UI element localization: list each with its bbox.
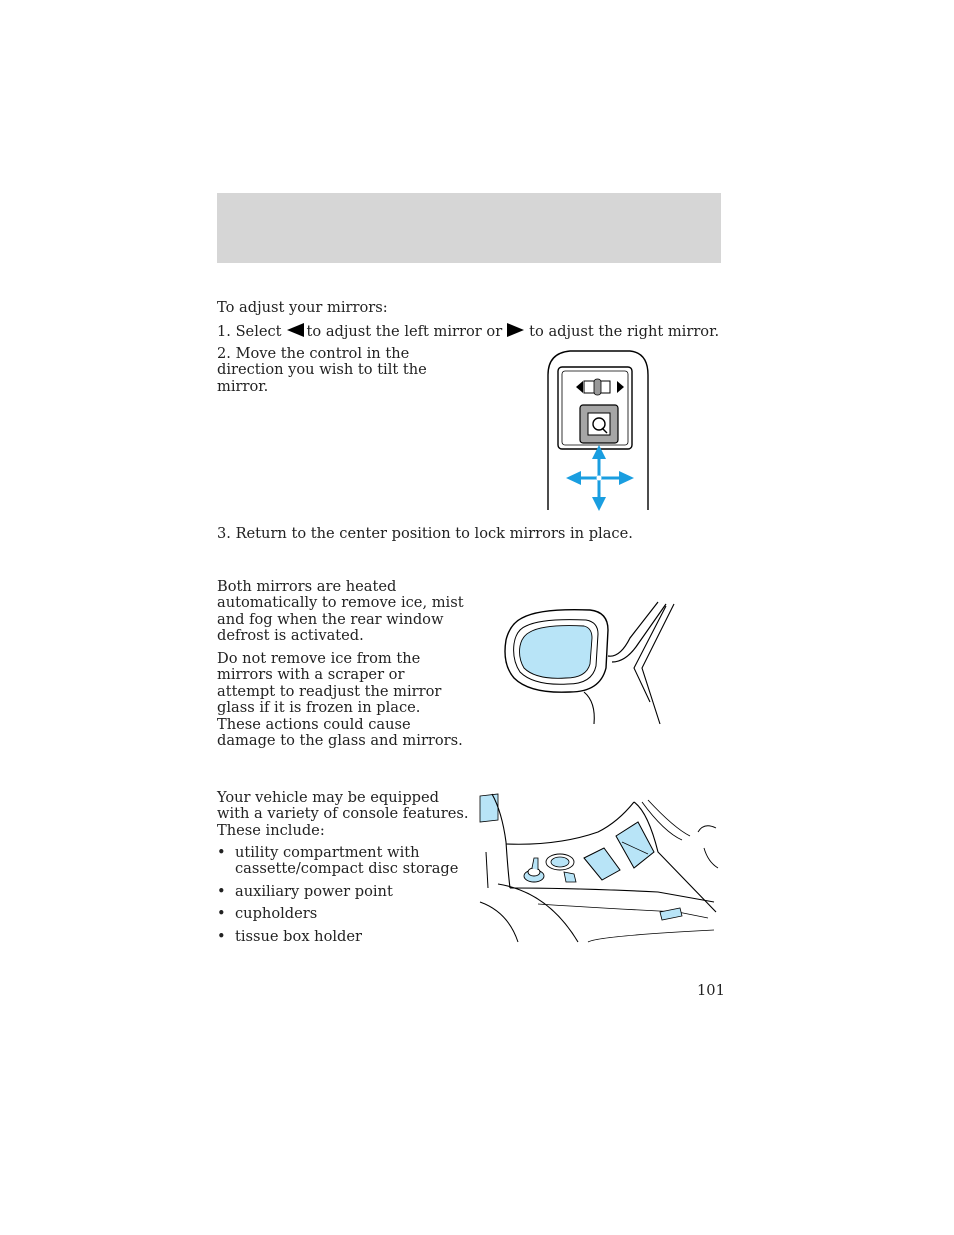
page-number: 101 xyxy=(697,982,725,999)
left-triangle-icon xyxy=(287,323,304,337)
step1-middle: to adjust the left mirror or xyxy=(306,323,503,340)
mirror-control-illustration xyxy=(540,345,655,515)
list-item: • tissue box holder xyxy=(217,927,362,945)
mirror-step-2: 2. Move the control in the direction you wish to tilt the mirror. xyxy=(217,345,427,395)
bullet: • xyxy=(217,882,226,900)
mirror-step-1 xyxy=(217,323,719,340)
side-mirror-illustration xyxy=(500,598,680,728)
mirror-intro: To adjust your mirrors: xyxy=(217,299,388,316)
mirror-step-3: 3. Return to the center position to lock mirrors in place. xyxy=(217,525,633,542)
console-intro: Your vehicle may be equipped with a variety of console features. These include: xyxy=(217,789,469,839)
step1-before: 1. Select xyxy=(217,323,282,340)
bullet: • xyxy=(217,844,226,861)
console-features-list xyxy=(217,845,477,951)
right-triangle-icon xyxy=(507,323,524,337)
heated-mirrors-para-2: Do not remove ice from the mirrors with a scraper or attempt to readjust the mirror glass if it is frozen in place. These actions could cause damage to the glass and mirrors. xyxy=(217,650,463,750)
console-illustration xyxy=(478,792,722,952)
section-header-band xyxy=(217,193,721,263)
list-item: • cupholders xyxy=(217,905,318,923)
list-item: • auxiliary power point xyxy=(217,882,393,900)
step1-after: to adjust the right mirror. xyxy=(529,323,720,340)
bullet: • xyxy=(217,927,226,945)
bullet: • xyxy=(217,905,226,923)
heated-mirrors-para-1: Both mirrors are heated automatically to remove ice, mist and fog when the rear window defrost is activated. xyxy=(217,578,464,645)
list-item: • utility compartment with cassette/compact disc storage xyxy=(217,844,459,878)
